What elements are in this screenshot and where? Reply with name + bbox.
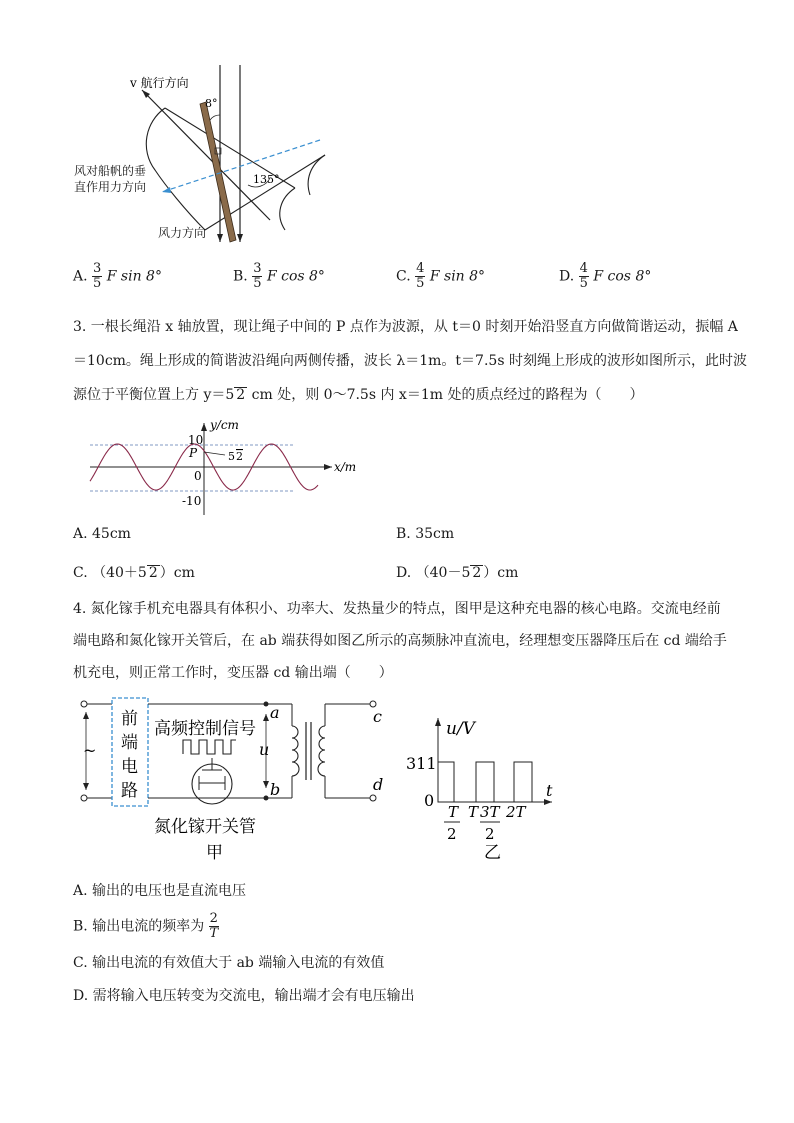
front-circuit-2: 端	[121, 733, 138, 753]
q2-option-d[interactable]: D. $\frac{4}{5}$ F cos 8°	[559, 261, 652, 291]
tick-2t: 2T	[506, 803, 526, 821]
q4-text-line-1: 4. 氮化镓手机充电器具有体积小、功率大、发热量少的特点，图甲是这种充电器的核心电路。交流电经前	[73, 601, 721, 617]
q2-option-a[interactable]: A. $\frac{3}{5}$ F sin 8°	[73, 261, 162, 291]
circuit-diagram	[70, 692, 400, 867]
point-p-label: P	[189, 446, 198, 460]
q4-option-a[interactable]: A. 输出的电压也是直流电压	[73, 883, 247, 899]
v-direction-label: v 航行方向	[130, 76, 189, 90]
tick-3t-half-den: 2	[485, 825, 495, 843]
tick-10: 10	[188, 433, 204, 447]
wind-perpendicular-label-1: 风对船帆的垂	[74, 164, 147, 178]
ac-tilde: ~	[83, 741, 97, 760]
fraction: $\frac{3}{5}$	[253, 261, 262, 291]
q4-option-c[interactable]: C. 输出电流的有效值大于 ab 端输入电流的有效值	[73, 955, 385, 971]
wave-graph	[70, 415, 370, 520]
front-circuit-4: 路	[121, 781, 138, 801]
pulse-graph	[400, 712, 570, 862]
fraction-2-over-t: $\frac{2}{T}$	[209, 911, 219, 941]
fraction: $\frac{4}{5}$	[579, 261, 588, 291]
angle-8-label: 8°	[205, 97, 218, 110]
front-circuit-1: 前	[121, 709, 138, 729]
figure-yi-label: 乙	[484, 843, 501, 862]
value-311: 311	[406, 754, 437, 773]
five-root-two-sqrt: 2	[236, 450, 243, 463]
terminal-c: c	[373, 707, 382, 726]
q4-text-line-3: 机充电，则正常工作时，变压器 cd 输出端（ ）	[73, 665, 393, 681]
control-signal-label: 高频控制信号	[154, 719, 256, 739]
tick-t: T	[468, 803, 479, 821]
terminal-b: b	[270, 780, 281, 799]
front-circuit-3: 电	[121, 757, 138, 777]
sqrt-2: 2	[236, 387, 246, 403]
voltage-u: u	[259, 740, 270, 759]
q3-option-b[interactable]: B. 35cm	[396, 526, 455, 542]
tick-t-half-num: T	[448, 803, 459, 821]
sqrt-2: 2	[472, 565, 482, 581]
q2-option-b[interactable]: B. $\frac{3}{5}$ F cos 8°	[233, 261, 325, 291]
origin-0: 0	[424, 791, 435, 810]
angle-135-label: 135°	[253, 173, 280, 186]
sqrt-2: 2	[148, 565, 158, 581]
t-axis-label: t	[546, 781, 553, 800]
terminal-a: a	[270, 703, 280, 722]
x-axis-label: x/m	[334, 460, 357, 474]
q3-text-line-2: ＝10cm。绳上形成的简谐波沿绳向两侧传播，波长 λ＝1m。t＝7.5s 时刻绳上形成的波形如图所示，此时波	[73, 353, 747, 369]
wind-perpendicular-label-2: 直作用力方向	[74, 180, 147, 194]
tick-t-half-den: 2	[447, 825, 457, 843]
fraction: $\frac{3}{5}$	[93, 261, 102, 291]
q3-option-d[interactable]: D. （40－5 2 ）cm	[396, 565, 519, 581]
q3-text-line-3: 源位于平衡位置上方 y＝5 2 cm 处，则 0～7.5s 内 x＝1m 处的质点经过的路程为（ ）	[73, 387, 644, 403]
tick-3t-half-num: 3T	[480, 803, 500, 821]
y-axis-label: y/cm	[210, 418, 239, 432]
q3-option-a[interactable]: A. 45cm	[73, 526, 131, 542]
sail-diagram	[70, 60, 330, 250]
q2-option-c[interactable]: C. $\frac{4}{5}$ F sin 8°	[396, 261, 486, 291]
q3-text-line-1: 3. 一根长绳沿 x 轴放置，现让绳子中间的 P 点作为波源，从 t＝0 时刻开始沿竖直方向做简谐运动，振幅 A	[73, 319, 738, 335]
tick-minus-10: -10	[182, 494, 202, 508]
figure-jia-label: 甲	[206, 843, 223, 863]
q4-text-line-2: 端电路和氮化镓开关管后，在 ab 端获得如图乙所示的高频脉冲直流电，经理想变压器降压后在 cd 端给手	[73, 633, 727, 649]
q4-option-b[interactable]: B. 输出电流的频率为 $\frac{2}{T}$	[73, 911, 219, 941]
tick-0: 0	[194, 469, 202, 483]
terminal-d: d	[373, 775, 384, 794]
fraction: $\frac{4}{5}$	[416, 261, 425, 291]
q3-option-c[interactable]: C. （40＋5 2 ）cm	[73, 565, 195, 581]
q4-option-d[interactable]: D. 需将输入电压转变为交流电，输出端才会有电压输出	[73, 988, 415, 1004]
u-axis-label: u/V	[446, 719, 475, 739]
switch-label: 氮化镓开关管	[154, 817, 256, 837]
five-root-two-5: 5	[228, 450, 235, 463]
wind-direction-label: 风力方向	[158, 226, 207, 240]
